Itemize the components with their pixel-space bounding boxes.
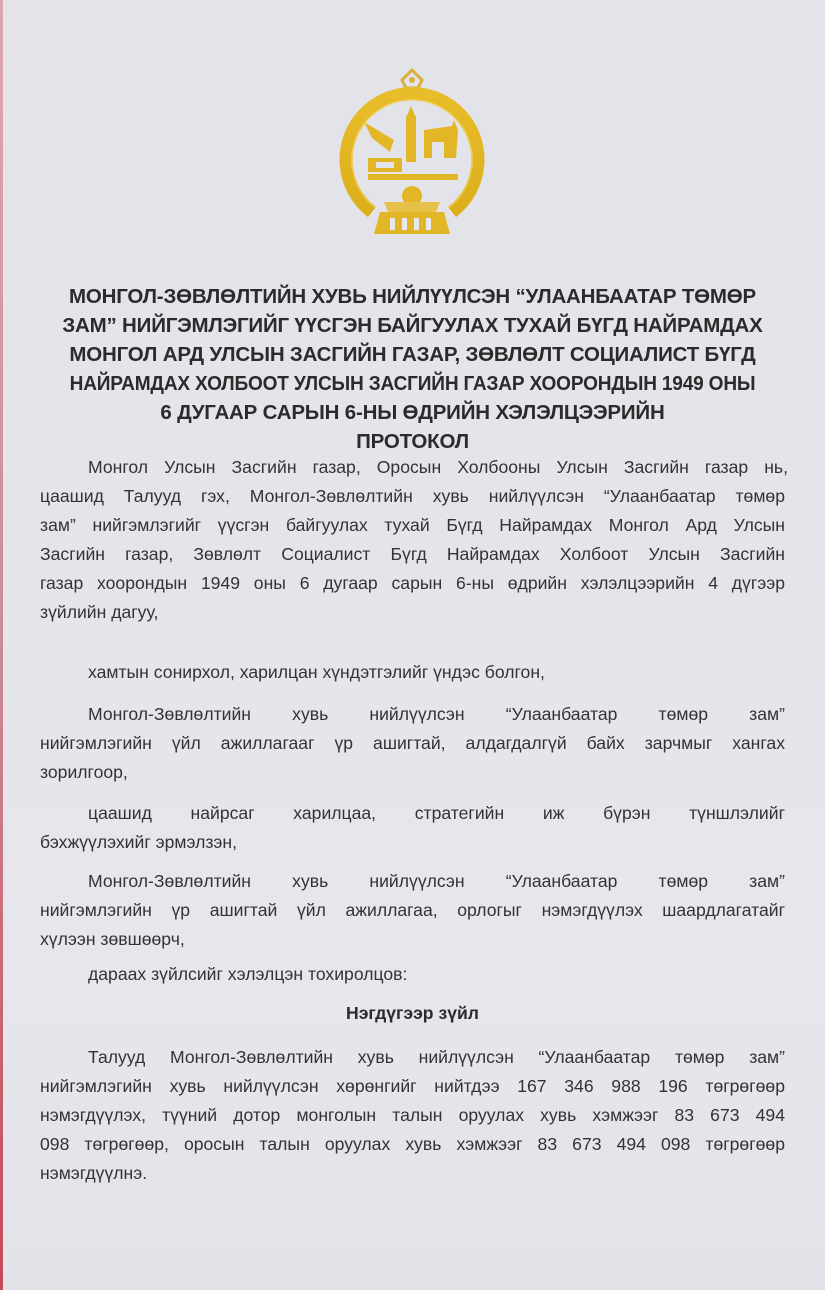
title-line: ЗАМ” НИЙГЭМЛЭГИЙГ ҮҮСГЭН БАЙГУУЛАХ ТУХАЙ БҮГД НАЙРАМДАХ: [62, 314, 763, 337]
text-line: зам” нийгэмлэгийг үүсгэн байгуулах тухай Бүгд Найрамдах Монгол Ард Улсын: [40, 515, 785, 535]
text-line: нийгэмлэгийн хувь нийлүүлсэн хөрөнгийг нийтдээ 167 346 988 196 төгрөгөөр: [40, 1076, 785, 1096]
article-1-paragraph-cont: [40, 1072, 785, 1188]
text-line: бэхжүүлэхийг эрмэлзэн,: [40, 832, 237, 852]
text-line: дараах зүйлсийг хэлэлцэн тохиролцов:: [88, 964, 408, 984]
document-title: [40, 282, 785, 456]
title-line: МОНГОЛ-ЗӨВЛӨЛТИЙН ХУВЬ НИЙЛҮҮЛСЭН “УЛААНБААТАР ТӨМӨР: [69, 285, 756, 308]
preamble-paragraph-3-cont: [40, 729, 785, 787]
page-edge-highlight: [3, 0, 5, 1290]
text-line: хүлээн зөвшөөрч,: [40, 929, 185, 949]
text-line: зүйлийн дагуу,: [40, 602, 159, 622]
article-heading: Нэгдүгээр зүйл: [346, 1003, 479, 1023]
text-line: нийгэмлэгийн үр ашигтай үйл ажиллагаа, орлогыг нэмэгдүүлэх шаардлагатайг: [40, 900, 785, 920]
preamble-paragraph-2: [88, 658, 785, 687]
text-line: газар хоорондын 1949 оны 6 дугаар сарын 6-ны өдрийн хэлэлцээрийн 4 дүгээр: [40, 573, 785, 593]
text-line: хамтын сонирхол, харилцан хүндэтгэлийг үндэс болгон,: [88, 662, 545, 682]
title-line: 6 ДУГААР САРЫН 6-НЫ ӨДРИЙН ХЭЛЭЛЦЭЭРИЙН: [160, 401, 665, 424]
text-line: Монгол-Зөвлөлтийн хувь нийлүүлсэн “Улаанбаатар төмөр зам”: [88, 871, 785, 891]
text-line: зорилгоор,: [40, 762, 128, 782]
title-protocol: ПРОТОКОЛ: [356, 430, 469, 453]
text-line: нэмэгдүүлнэ.: [40, 1163, 148, 1183]
preamble-paragraph-1-cont: [40, 482, 785, 627]
text-line: Талууд Монгол-Зөвлөлтийн хувь нийлүүлсэн “Улаанбаатар төмөр зам”: [88, 1047, 785, 1067]
preamble-paragraph-4: [88, 799, 785, 828]
mongolia-state-emblem-icon: [332, 62, 492, 238]
preamble-paragraph-5: [88, 867, 785, 896]
title-line: НАЙРАМДАХ ХОЛБООТ УЛСЫН ЗАСГИЙН ГАЗАР ХООРОНДЫН 1949 ОНЫ: [69, 372, 756, 395]
preamble-paragraph-6: [88, 960, 785, 989]
text-line: 098 төгрөгөөр, оросын талын оруулах хувь хэмжээг 83 673 494 098 төгрөгөөр: [40, 1134, 785, 1154]
text-line: Монгол-Зөвлөлтийн хувь нийлүүлсэн “Улаанбаатар төмөр зам”: [88, 704, 785, 724]
text-line: Засгийн газар, Зөвлөлт Социалист Бүгд Найрамдах Холбоот Улсын Засгийн: [40, 544, 785, 564]
text-line: цаашид найрсаг харилцаа, стратегийн иж бүрэн түншлэлийг: [88, 803, 785, 823]
preamble-paragraph-4-cont: [40, 828, 785, 857]
preamble-paragraph-5-cont: [40, 896, 785, 954]
text-line: цаашид Талууд гэх, Монгол-Зөвлөлтийн хувь нийлүүлсэн “Улаанбаатар төмөр: [40, 486, 785, 506]
text-line: нийгэмлэгийн үйл ажиллагааг үр ашигтай, алдагдалгүй байх зарчмыг хангах: [40, 733, 785, 753]
preamble-paragraph-1: [88, 453, 788, 482]
title-line: МОНГОЛ АРД УЛСЫН ЗАСГИЙН ГАЗАР, ЗӨВЛӨЛТ СОЦИАЛИСТ БҮГД: [69, 343, 756, 366]
text-line: Монгол Улсын Засгийн газар, Оросын Холбооны Улсын Засгийн газар нь,: [88, 457, 788, 477]
preamble-paragraph-3: [88, 700, 785, 729]
text-line: нэмэгдүүлэх, түүний дотор монголын талын оруулах хувь хэмжээг 83 673 494: [40, 1105, 785, 1125]
article-1-paragraph: [88, 1043, 785, 1072]
